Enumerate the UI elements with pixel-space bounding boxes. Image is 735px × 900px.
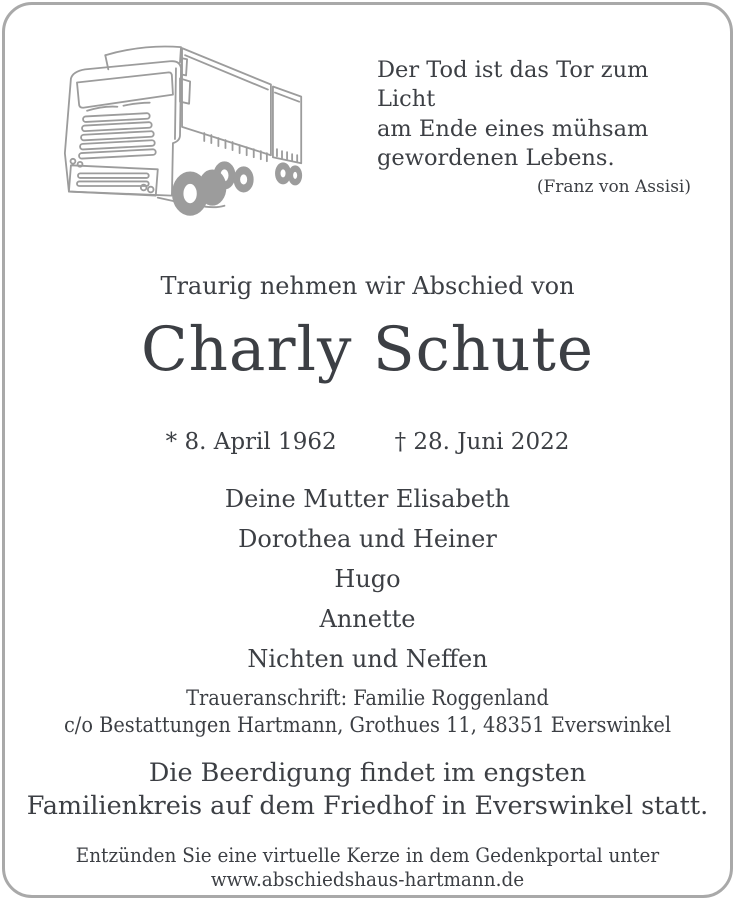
candle-line: Entzünden Sie eine virtuelle Kerze in dem Gedenkportal unter (75, 843, 660, 867)
quote-line: am Ende eines mühsam (377, 115, 649, 142)
mourner-line: Annette (319, 605, 416, 633)
intro-line: Traurig nehmen wir Abschied von (160, 272, 575, 300)
quote-line: gewordenen Lebens. (377, 144, 615, 171)
quote-block (377, 56, 695, 198)
mourner-line: Nichten und Neffen (247, 645, 488, 673)
life-dates (0, 429, 735, 455)
mourner-line: Dorothea und Heiner (238, 525, 497, 553)
mourners-list (0, 479, 735, 679)
death-date: † 28. Juni 2022 (394, 429, 570, 455)
mourner-line: Deine Mutter Elisabeth (224, 485, 511, 513)
truck-sketch-icon (48, 34, 310, 236)
funeral-info (0, 757, 735, 823)
birth-date: * 8. April 1962 (165, 429, 337, 455)
quote-line: Der Tod ist das Tor zum Licht (377, 57, 649, 113)
funeral-line: Familienkreis auf dem Friedhof in Everswinkel statt. (26, 791, 709, 821)
quote-attribution: (Franz von Assisi) (536, 177, 691, 197)
address-line: c/o Bestattungen Hartmann, Grothues 11, 48351 Everswinkel (63, 713, 672, 738)
virtual-candle-note (29, 843, 705, 891)
deceased-name: Charly Schute (141, 314, 594, 385)
mourner-line: Hugo (334, 565, 401, 593)
memorial-url: www.abschiedshaus-hartmann.de (210, 867, 525, 891)
truck-sketch-svg (48, 34, 310, 236)
address-line: Traueranschrift: Familie Roggenland (186, 686, 549, 711)
funeral-line: Die Beerdigung findet im engsten (148, 758, 587, 788)
condolence-address (37, 685, 699, 739)
